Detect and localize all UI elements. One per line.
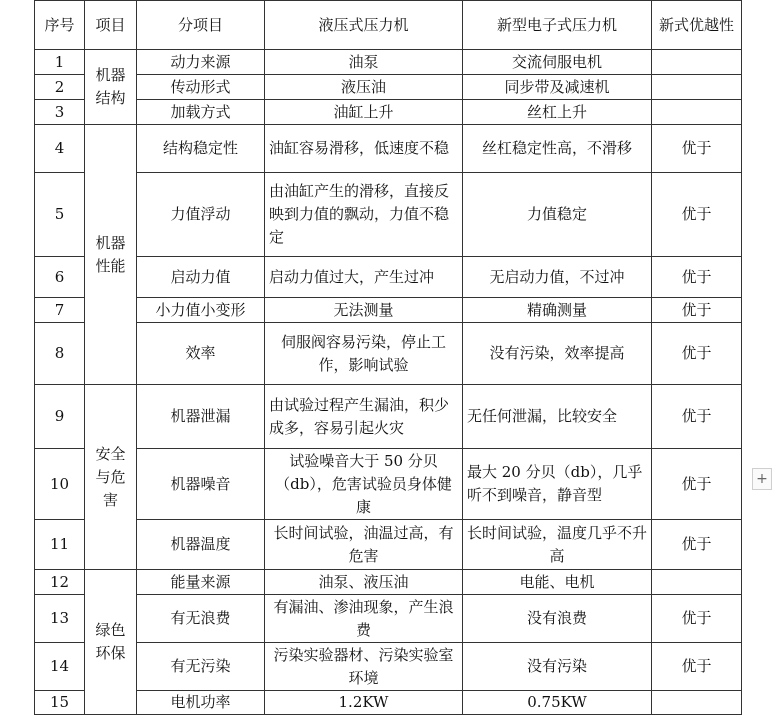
electronic-cell: 交流伺服电机 xyxy=(463,50,652,75)
advantage-cell: 优于 xyxy=(652,323,742,385)
electronic-cell: 0.75KW xyxy=(463,691,652,715)
sub-item-cell: 有无浪费 xyxy=(137,595,265,643)
row-number: 1 xyxy=(35,50,85,75)
table-row xyxy=(35,50,742,75)
row-number: 2 xyxy=(35,75,85,100)
advantage-cell: 优于 xyxy=(652,298,742,323)
sub-item-cell: 启动力值 xyxy=(137,257,265,298)
advantage-cell: 优于 xyxy=(652,257,742,298)
hydraulic-cell: 油泵 xyxy=(265,50,463,75)
table-row xyxy=(35,125,742,173)
table-row xyxy=(35,643,742,691)
header-cell: 新式优越性 xyxy=(652,1,742,50)
table-row xyxy=(35,595,742,643)
sub-item-cell: 小力值小变形 xyxy=(137,298,265,323)
hydraulic-cell: 由试验过程产生漏油，积少成多，容易引起火灾 xyxy=(265,385,463,449)
hydraulic-cell: 油缸容易滑移，低速度不稳 xyxy=(265,125,463,173)
hydraulic-cell: 启动力值过大，产生过冲 xyxy=(265,257,463,298)
advantage-cell: 优于 xyxy=(652,520,742,570)
row-number: 13 xyxy=(35,595,85,643)
row-number: 7 xyxy=(35,298,85,323)
row-number: 3 xyxy=(35,100,85,125)
advantage-cell xyxy=(652,691,742,715)
sub-item-cell: 结构稳定性 xyxy=(137,125,265,173)
sub-item-cell: 机器温度 xyxy=(137,520,265,570)
group-cell: 机器性能 xyxy=(85,125,137,385)
table-row xyxy=(35,298,742,323)
advantage-cell xyxy=(652,50,742,75)
header-cell: 序号 xyxy=(35,1,85,50)
table-row xyxy=(35,691,742,715)
table-row xyxy=(35,385,742,449)
advantage-cell: 优于 xyxy=(652,173,742,257)
sub-item-cell: 电机功率 xyxy=(137,691,265,715)
sub-item-cell: 加载方式 xyxy=(137,100,265,125)
electronic-cell: 无任何泄漏，比较安全 xyxy=(463,385,652,449)
advantage-cell: 优于 xyxy=(652,125,742,173)
table-row xyxy=(35,173,742,257)
advantage-cell: 优于 xyxy=(652,385,742,449)
row-number: 8 xyxy=(35,323,85,385)
hydraulic-cell: 液压油 xyxy=(265,75,463,100)
row-number: 10 xyxy=(35,449,85,520)
row-number: 14 xyxy=(35,643,85,691)
add-button[interactable]: + xyxy=(752,468,772,490)
hydraulic-cell: 油缸上升 xyxy=(265,100,463,125)
advantage-cell xyxy=(652,100,742,125)
hydraulic-cell: 伺服阀容易污染，停止工作，影响试验 xyxy=(265,323,463,385)
row-number: 15 xyxy=(35,691,85,715)
sub-item-cell: 能量来源 xyxy=(137,570,265,595)
electronic-cell: 丝杠稳定性高，不滑移 xyxy=(463,125,652,173)
header-row xyxy=(35,1,742,50)
advantage-cell xyxy=(652,570,742,595)
header-cell: 新型电子式压力机 xyxy=(463,1,652,50)
table-row xyxy=(35,449,742,520)
table-row xyxy=(35,75,742,100)
table-row xyxy=(35,257,742,298)
header-cell: 分项目 xyxy=(137,1,265,50)
group-cell: 机器结构 xyxy=(85,50,137,125)
hydraulic-cell: 试验噪音大于 50 分贝（db），危害试验员身体健康 xyxy=(265,449,463,520)
hydraulic-cell: 有漏油、渗油现象，产生浪费 xyxy=(265,595,463,643)
row-number: 5 xyxy=(35,173,85,257)
hydraulic-cell: 油泵、液压油 xyxy=(265,570,463,595)
group-cell: 安全与危害 xyxy=(85,385,137,570)
electronic-cell: 同步带及减速机 xyxy=(463,75,652,100)
hydraulic-cell: 由油缸产生的滑移，直接反映到力值的飘动，力值不稳定 xyxy=(265,173,463,257)
hydraulic-cell: 无法测量 xyxy=(265,298,463,323)
group-cell: 绿色环保 xyxy=(85,570,137,715)
sub-item-cell: 效率 xyxy=(137,323,265,385)
electronic-cell: 电能、电机 xyxy=(463,570,652,595)
sub-item-cell: 机器泄漏 xyxy=(137,385,265,449)
row-number: 12 xyxy=(35,570,85,595)
electronic-cell: 没有污染 xyxy=(463,643,652,691)
electronic-cell: 没有浪费 xyxy=(463,595,652,643)
electronic-cell: 丝杠上升 xyxy=(463,100,652,125)
advantage-cell: 优于 xyxy=(652,449,742,520)
comparison-table-container xyxy=(34,0,741,715)
electronic-cell: 没有污染，效率提高 xyxy=(463,323,652,385)
table-row xyxy=(35,570,742,595)
hydraulic-cell: 污染实验器材、污染实验室环境 xyxy=(265,643,463,691)
electronic-cell: 精确测量 xyxy=(463,298,652,323)
table-row xyxy=(35,100,742,125)
sub-item-cell: 传动形式 xyxy=(137,75,265,100)
advantage-cell: 优于 xyxy=(652,643,742,691)
row-number: 11 xyxy=(35,520,85,570)
row-number: 9 xyxy=(35,385,85,449)
advantage-cell: 优于 xyxy=(652,595,742,643)
advantage-cell xyxy=(652,75,742,100)
electronic-cell: 力值稳定 xyxy=(463,173,652,257)
header-cell: 项目 xyxy=(85,1,137,50)
header-cell: 液压式压力机 xyxy=(265,1,463,50)
sub-item-cell: 机器噪音 xyxy=(137,449,265,520)
sub-item-cell: 力值浮动 xyxy=(137,173,265,257)
electronic-cell: 最大 20 分贝（db），几乎听不到噪音，静音型 xyxy=(463,449,652,520)
sub-item-cell: 有无污染 xyxy=(137,643,265,691)
row-number: 6 xyxy=(35,257,85,298)
hydraulic-cell: 1.2KW xyxy=(265,691,463,715)
table-row xyxy=(35,323,742,385)
comparison-table xyxy=(34,0,742,715)
electronic-cell: 无启动力值，不过冲 xyxy=(463,257,652,298)
sub-item-cell: 动力来源 xyxy=(137,50,265,75)
table-row xyxy=(35,520,742,570)
hydraulic-cell: 长时间试验，油温过高，有危害 xyxy=(265,520,463,570)
row-number: 4 xyxy=(35,125,85,173)
electronic-cell: 长时间试验，温度几乎不升高 xyxy=(463,520,652,570)
